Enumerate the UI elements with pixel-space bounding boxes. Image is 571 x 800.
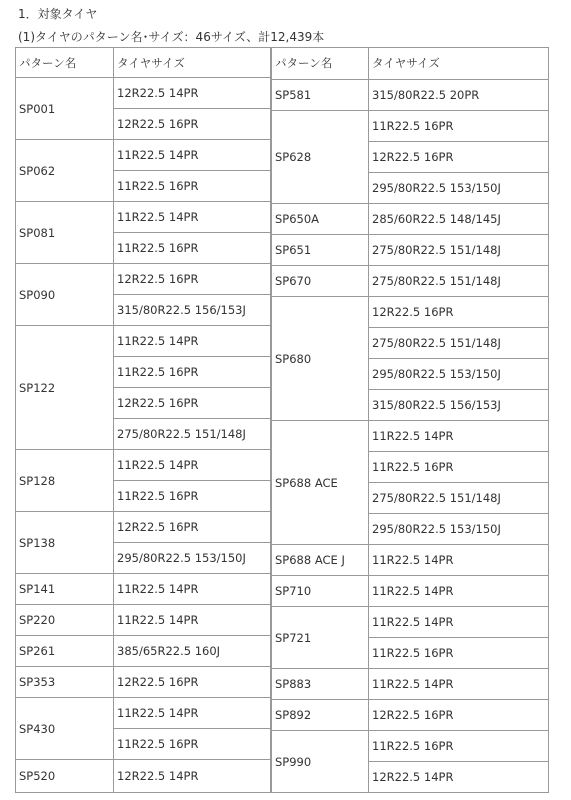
table-row xyxy=(16,326,271,357)
pattern-name-cell: SP081 xyxy=(16,202,114,264)
column-header-pattern: パターン名 xyxy=(272,48,369,80)
tire-size-cell: 11R22.5 16PR xyxy=(114,481,271,512)
pattern-name-cell: SP520 xyxy=(16,760,114,793)
tire-size-cell: 11R22.5 14PR xyxy=(114,450,271,481)
section-subheading: (1)タイヤのパターン名･サイズ：46サイズ、計12,439本 xyxy=(18,30,325,44)
tire-size-cell: 12R22.5 16PR xyxy=(369,142,549,173)
tire-size-cell: 11R22.5 14PR xyxy=(114,605,271,636)
table-row xyxy=(16,574,271,605)
tire-size-cell: 295/80R22.5 153/150J xyxy=(369,173,549,204)
tire-size-cell: 295/80R22.5 153/150J xyxy=(369,514,549,545)
tire-size-cell: 275/80R22.5 151/148J xyxy=(369,235,549,266)
tire-size-cell: 11R22.5 14PR xyxy=(369,669,549,700)
tire-size-cell: 295/80R22.5 153/150J xyxy=(369,359,549,390)
tire-size-cell: 315/80R22.5 156/153J xyxy=(114,295,271,326)
tire-size-cell: 11R22.5 16PR xyxy=(114,357,271,388)
tire-size-cell: 11R22.5 14PR xyxy=(369,576,549,607)
table-header-row xyxy=(272,48,549,80)
table-row xyxy=(16,605,271,636)
table-row xyxy=(272,297,549,328)
tire-size-cell: 385/65R22.5 160J xyxy=(114,636,271,667)
pattern-name-cell: SP353 xyxy=(16,667,114,698)
pattern-name-cell: SP688 ACE xyxy=(272,421,369,545)
pattern-name-cell: SP090 xyxy=(16,264,114,326)
tire-size-cell: 11R22.5 16PR xyxy=(114,233,271,264)
tire-size-cell: 11R22.5 14PR xyxy=(114,140,271,171)
tire-size-cell: 315/80R22.5 156/153J xyxy=(369,390,549,421)
table-row xyxy=(16,760,271,793)
table-row xyxy=(16,140,271,171)
tire-size-cell: 275/80R22.5 151/148J xyxy=(369,266,549,297)
column-header-size: タイヤサイズ xyxy=(114,48,271,78)
table-row xyxy=(272,607,549,638)
section-heading: 1．対象タイヤ xyxy=(18,7,98,21)
tire-size-cell: 12R22.5 16PR xyxy=(114,109,271,140)
table-row xyxy=(16,698,271,729)
tire-size-cell: 11R22.5 16PR xyxy=(114,171,271,202)
tire-size-cell: 12R22.5 16PR xyxy=(369,297,549,328)
table-row xyxy=(272,266,549,297)
pattern-name-cell: SP990 xyxy=(272,731,369,793)
tire-size-cell: 11R22.5 14PR xyxy=(369,421,549,452)
table-row xyxy=(272,669,549,700)
tire-size-cell: 11R22.5 16PR xyxy=(369,731,549,762)
pattern-name-cell: SP128 xyxy=(16,450,114,512)
tire-size-cell: 11R22.5 14PR xyxy=(114,698,271,729)
column-header-size: タイヤサイズ xyxy=(369,48,549,80)
tire-table-left xyxy=(15,47,271,793)
table-row xyxy=(272,235,549,266)
table-row xyxy=(272,545,549,576)
tire-size-cell: 11R22.5 14PR xyxy=(114,202,271,233)
tire-size-cell: 11R22.5 16PR xyxy=(114,729,271,760)
tire-size-cell: 275/80R22.5 151/148J xyxy=(369,483,549,514)
table-row xyxy=(272,111,549,142)
pattern-name-cell: SP650A xyxy=(272,204,369,235)
tire-table-right xyxy=(271,47,549,793)
tire-size-cell: 275/80R22.5 151/148J xyxy=(114,419,271,450)
table-row xyxy=(272,576,549,607)
tire-size-cell: 11R22.5 16PR xyxy=(369,638,549,669)
table-row xyxy=(272,204,549,235)
pattern-name-cell: SP670 xyxy=(272,266,369,297)
pattern-name-cell: SP628 xyxy=(272,111,369,204)
tire-size-cell: 11R22.5 14PR xyxy=(369,607,549,638)
pattern-name-cell: SP261 xyxy=(16,636,114,667)
pattern-name-cell: SP680 xyxy=(272,297,369,421)
table-row xyxy=(272,731,549,762)
pattern-name-cell: SP688 ACE J xyxy=(272,545,369,576)
tire-size-cell: 11R22.5 14PR xyxy=(114,574,271,605)
column-header-pattern: パターン名 xyxy=(16,48,114,78)
tire-size-cell: 11R22.5 14PR xyxy=(369,545,549,576)
table-header-row xyxy=(16,48,271,78)
tire-size-cell: 12R22.5 16PR xyxy=(114,667,271,698)
pattern-name-cell: SP430 xyxy=(16,698,114,760)
pattern-name-cell: SP138 xyxy=(16,512,114,574)
tire-size-cell: 275/80R22.5 151/148J xyxy=(369,328,549,359)
table-row xyxy=(16,450,271,481)
tire-size-cell: 12R22.5 14PR xyxy=(369,762,549,793)
pattern-name-cell: SP062 xyxy=(16,140,114,202)
table-row xyxy=(272,80,549,111)
tire-size-cell: 315/80R22.5 20PR xyxy=(369,80,549,111)
pattern-name-cell: SP883 xyxy=(272,669,369,700)
pattern-name-cell: SP141 xyxy=(16,574,114,605)
pattern-name-cell: SP581 xyxy=(272,80,369,111)
table-row xyxy=(16,78,271,109)
pattern-name-cell: SP892 xyxy=(272,700,369,731)
tire-size-cell: 12R22.5 16PR xyxy=(369,700,549,731)
table-row xyxy=(16,264,271,295)
tire-size-cell: 12R22.5 14PR xyxy=(114,760,271,793)
tire-size-cell: 11R22.5 16PR xyxy=(369,111,549,142)
pattern-name-cell: SP220 xyxy=(16,605,114,636)
pattern-name-cell: SP122 xyxy=(16,326,114,450)
tire-size-cell: 12R22.5 14PR xyxy=(114,78,271,109)
table-row xyxy=(272,421,549,452)
pattern-name-cell: SP721 xyxy=(272,607,369,669)
tire-size-cell: 12R22.5 16PR xyxy=(114,512,271,543)
table-row xyxy=(16,202,271,233)
tire-size-cell: 12R22.5 16PR xyxy=(114,264,271,295)
table-row xyxy=(16,667,271,698)
tire-size-cell: 12R22.5 16PR xyxy=(114,388,271,419)
tire-size-cell: 295/80R22.5 153/150J xyxy=(114,543,271,574)
table-row xyxy=(272,700,549,731)
tire-size-cell: 11R22.5 14PR xyxy=(114,326,271,357)
table-row xyxy=(16,512,271,543)
tire-size-cell: 11R22.5 16PR xyxy=(369,452,549,483)
pattern-name-cell: SP710 xyxy=(272,576,369,607)
tire-size-cell: 285/60R22.5 148/145J xyxy=(369,204,549,235)
pattern-name-cell: SP651 xyxy=(272,235,369,266)
table-row xyxy=(16,636,271,667)
pattern-name-cell: SP001 xyxy=(16,78,114,140)
